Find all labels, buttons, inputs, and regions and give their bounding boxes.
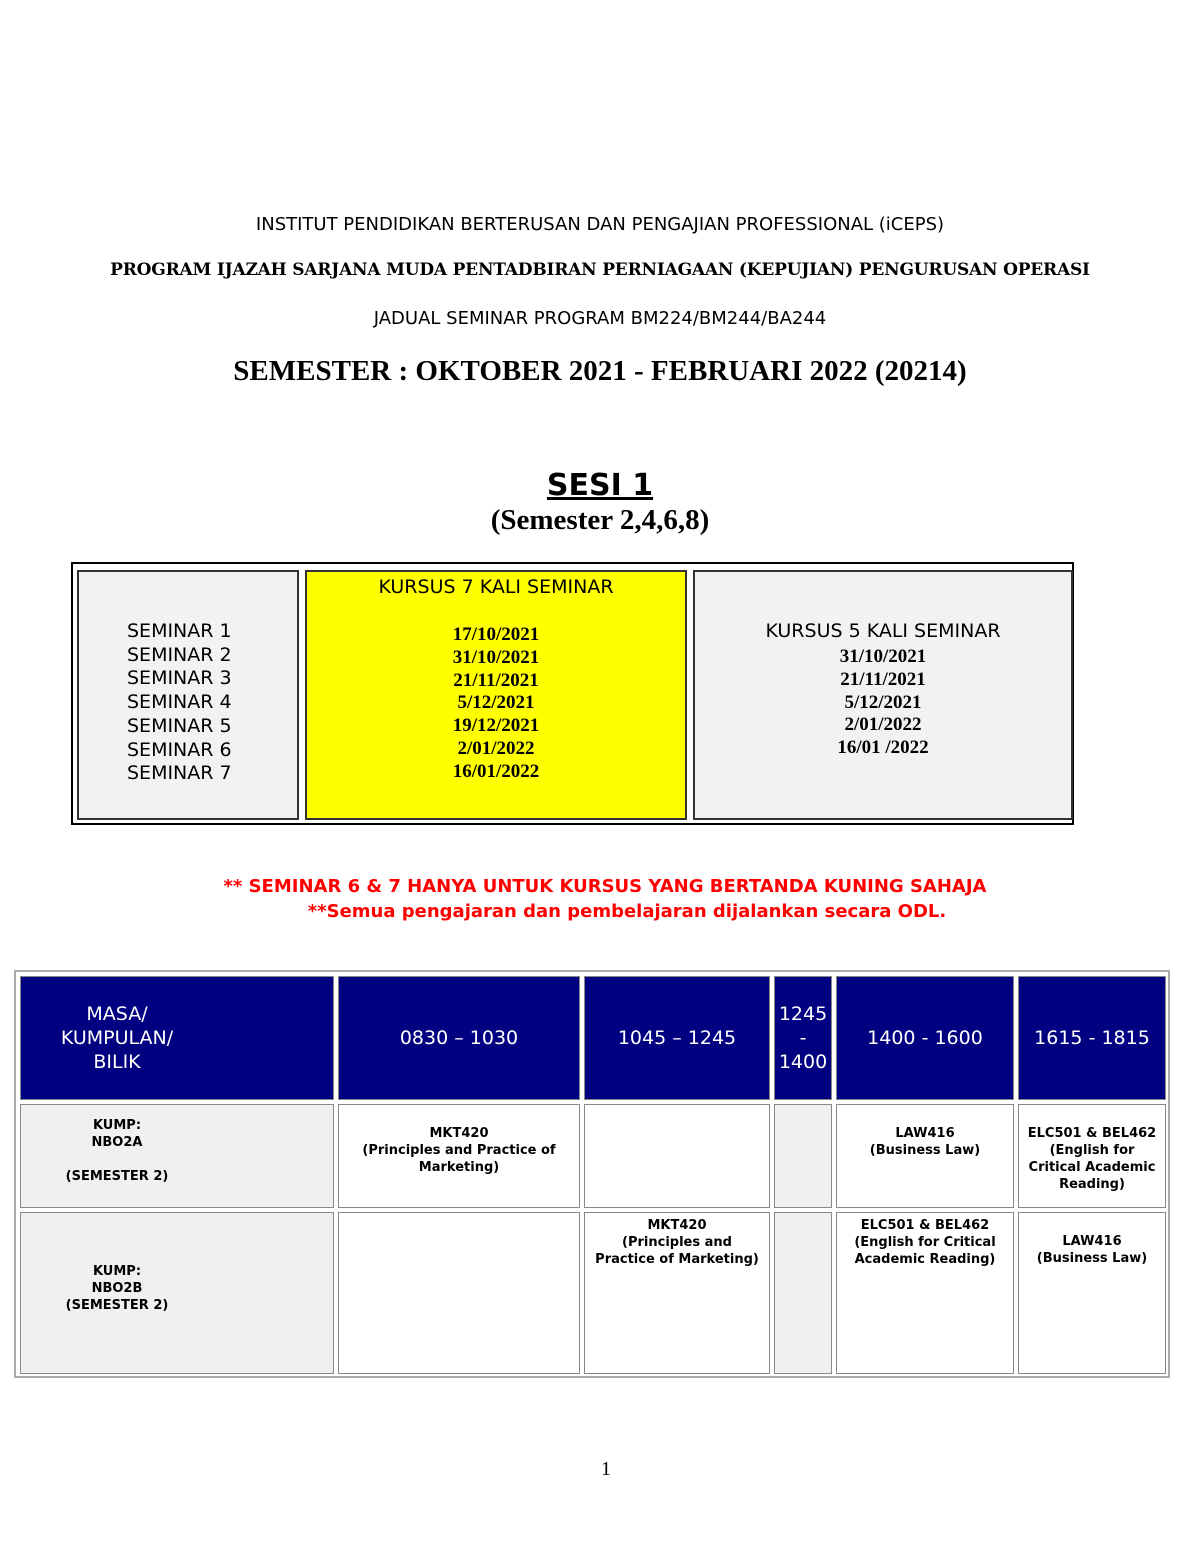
- seminar-date: 19/12/2021: [452, 715, 540, 737]
- seminar-date: 5/12/2021: [457, 692, 535, 714]
- schedule-title: JADUAL SEMINAR PROGRAM BM224/BM244/BA244: [373, 308, 827, 329]
- seminar-label: SEMINAR 1: [127, 620, 232, 642]
- table-cell: [584, 1104, 770, 1208]
- table-cell: LAW416 (Business Law): [836, 1104, 1014, 1208]
- seminar-date: 31/10/2021: [839, 646, 927, 667]
- semester-title: SEMESTER : OKTOBER 2021 - FEBRUARI 2022 (20214): [233, 355, 967, 387]
- seminar-label-list: [127, 620, 232, 786]
- seminar-date: 31/10/2021: [452, 646, 540, 668]
- header-slot-1045: 1045 – 1245: [584, 976, 770, 1100]
- seminar-date: 16/01/2022: [452, 760, 540, 782]
- seminar-date: 17/10/2021: [452, 624, 540, 645]
- note-yellow-courses: ** SEMINAR 6 & 7 HANYA UNTUK KURSUS YANG BERTANDA KUNING SAHAJA: [223, 876, 987, 897]
- seminar-date: 21/11/2021: [453, 669, 539, 691]
- seminar-date: 2/01/2022: [844, 714, 922, 736]
- table-cell: ELC501 & BEL462 (English for Critical Academic Reading): [1018, 1104, 1166, 1208]
- group-cell: KUMP: NBO2B (SEMESTER 2): [20, 1212, 334, 1374]
- seven-seminar-title: KURSUS 7 KALI SEMINAR: [378, 576, 614, 598]
- seminar-label: SEMINAR 7: [127, 762, 232, 785]
- seminar-label: SEMINAR 5: [127, 714, 232, 737]
- seminar-label: SEMINAR 6: [127, 738, 232, 761]
- table-cell: [774, 1104, 832, 1208]
- header-masa: MASA/ KUMPULAN/ BILIK: [20, 976, 334, 1100]
- session-title: SESI 1: [546, 468, 654, 503]
- session-subtitle: (Semester 2,4,6,8): [490, 504, 710, 536]
- header-slot-0830: 0830 – 1030: [338, 976, 580, 1100]
- institute-title: INSTITUT PENDIDIKAN BERTERUSAN DAN PENGAJIAN PROFESSIONAL (iCEPS): [255, 214, 945, 235]
- seminar-dates-table: [71, 562, 1074, 825]
- seminar-date: 5/12/2021: [844, 691, 922, 713]
- note-odl: **Semua pengajaran dan pembelajaran dijalankan secara ODL.: [307, 901, 947, 922]
- schedule-table: [14, 970, 1170, 1378]
- group-cell: KUMP: NBO2A (SEMESTER 2): [20, 1104, 334, 1208]
- five-seminar-title: KURSUS 5 KALI SEMINAR: [765, 620, 1001, 642]
- header-slot-1615: 1615 - 1815: [1018, 976, 1166, 1100]
- table-cell: [774, 1212, 832, 1374]
- program-title: PROGRAM IJAZAH SARJANA MUDA PENTADBIRAN PERNIAGAAN (KEPUJIAN) PENGURUSAN OPERASI: [110, 260, 1090, 280]
- seminar-label: SEMINAR 3: [127, 667, 232, 690]
- seminar-date: 2/01/2022: [457, 737, 535, 759]
- seminar-label: SEMINAR 4: [127, 691, 232, 714]
- page-number: 1: [601, 1458, 611, 1480]
- table-cell: MKT420 (Principles and Practice of Marketing): [584, 1212, 770, 1374]
- seminar-date: 16/01 /2022: [837, 737, 929, 759]
- table-cell: ELC501 & BEL462 (English for Critical Academic Reading): [836, 1212, 1014, 1374]
- header-slot-break: 1245 - 1400: [774, 976, 832, 1100]
- seminar-label: SEMINAR 2: [127, 643, 232, 666]
- five-seminar-dates: [695, 646, 1071, 760]
- seminar-labels-cell: [77, 570, 299, 820]
- table-cell: [338, 1212, 580, 1374]
- seven-seminar-cell: [305, 570, 687, 820]
- table-cell: LAW416 (Business Law): [1018, 1212, 1166, 1374]
- seven-seminar-dates: [307, 624, 685, 784]
- seminar-date: 21/11/2021: [840, 668, 926, 690]
- header-slot-1400: 1400 - 1600: [836, 976, 1014, 1100]
- five-seminar-cell: [693, 570, 1073, 820]
- table-cell: MKT420 (Principles and Practice of Marketing): [338, 1104, 580, 1208]
